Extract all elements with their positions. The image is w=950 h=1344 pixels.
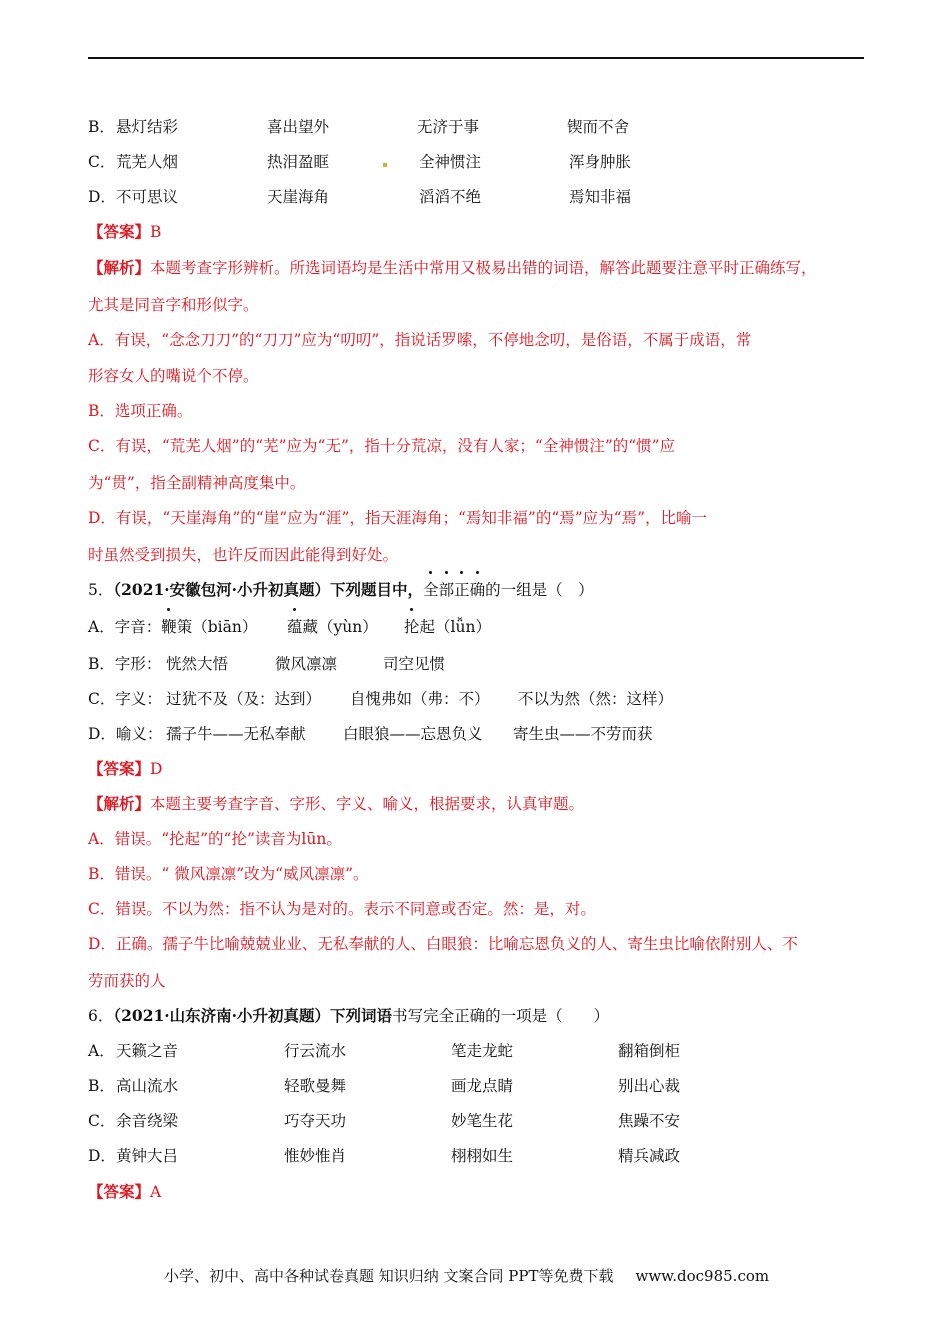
q5-option-c: C．字义： 过犹不及（及：达到） 自愧弗如（弗：不） 不以为然（然：这样） (88, 690, 674, 708)
q5-explain-a: A．错误。“抡起”的“抡”读音为lūn。 (88, 830, 342, 848)
emphasis-dotted: 全部正确 (423, 580, 485, 600)
stray-mark (383, 163, 387, 167)
header-rule (88, 57, 864, 59)
q6-option-c: C． 余音绕梁 巧夺天功 妙笔生花 焦躁不安 (88, 1112, 681, 1130)
footer-text: 小学、初中、高中各种试卷真题 知识归纳 文案合同 PPT等免费下载 (164, 1267, 614, 1285)
q4-analysis-line2: 尤其是同音字和形似字。 (88, 296, 259, 314)
q4-analysis-c2: 为“贯”，指全副精神高度集中。 (88, 474, 306, 492)
q5-stem: 5．（2021·安徽包河·小升初真题）下列题目中，全部正确 的一组是（ ） (88, 580, 594, 600)
q6-option-d: D． 黄钟大吕 惟妙惟肖 栩栩如生 精兵减政 (88, 1147, 681, 1165)
q5-explain-b: B．错误。“ 微风凛凛”改为“威风凛凛”。 (88, 865, 369, 883)
q4-analysis-b1: B．选项正确。 (88, 402, 193, 420)
q4-option-d: D． 不可思议 天崖海角 滔滔不绝 焉知非福 (88, 188, 632, 206)
q6-option-a: A． 天籁之音 行云流水 笔走龙蛇 翻箱倒柜 (88, 1042, 681, 1060)
q4-option-b: B． 悬灯结彩 喜出望外 无济于事 锲而不舍 (88, 118, 630, 136)
q4-option-c: C． 荒芜人烟 热泪盈眶 全神惯注 浑身肿胀 (88, 153, 632, 171)
q6-answer: 【答案】A (88, 1182, 162, 1201)
q4-analysis-d1: D．有误，“天崖海角”的“崖”应为“涯”，指天涯海角；“焉知非福”的“焉”应为“焉”，比喻一 (88, 509, 708, 527)
footer (164, 1266, 769, 1286)
q5-explain-d1: D．正确。孺子牛比喻兢兢业业、无私奉献的人、白眼狼：比喻忘恩负义的人、寄生虫比喻依附别人、不 (88, 935, 798, 953)
q4-analysis-a1: A．有误，“念念刀刀”的“刀刀”应为“叨叨”，指说话罗嗦，不停地念叨，是俗语，不属于成语，常 (88, 331, 752, 349)
footer-site-link[interactable]: www.doc985.com (635, 1267, 770, 1285)
q5-option-d: D．喻义： 孺子牛——无私奉献 白眼狼——忘恩负义 寄生虫——不劳而获 (88, 725, 653, 743)
q5-option-b: B．字形： 恍然大悟 微风凛凛 司空见惯 (88, 655, 446, 673)
q4-analysis-c1: C．有误，“荒芜人烟”的“芜”应为“无”，指十分荒凉，没有人家；“全神惯注”的“惯”应 (88, 437, 676, 455)
q6-option-b: B． 高山流水 轻歌曼舞 画龙点睛 别出心裁 (88, 1077, 681, 1095)
q5-answer: 【答案】D (88, 759, 163, 778)
q4-analysis-d2: 时虽然受到损失，也许反而因此能得到好处。 (88, 546, 399, 564)
q4-answer: 【答案】B (88, 222, 162, 241)
q5-option-a: A．字音：鞭 策（biān） 蕴 藏（yùn） 抡 起（lǚn） (88, 617, 257, 637)
q5-analysis: 【解析】本题主要考查字音、字形、字义、喻义，根据要求，认真审题。 (88, 794, 585, 813)
q4-analysis-a2: 形容女人的嘴说个不停。 (88, 367, 259, 385)
q6-stem: 6．（2021·山东济南·小升初真题）下列词语书写完全正确的一项是（ ） (88, 1006, 610, 1025)
q4-analysis-line1: 【解析】本题考查字形辨析。所选词语均是生活中常用又极易出错的词语，解答此题要注意平时正确练写， (88, 258, 817, 277)
q5-explain-d2: 劳而获的人 (88, 972, 166, 990)
q5-explain-c: C．错误。不以为然：指不认为是对的。表示不同意或否定。然：是，对。 (88, 900, 596, 918)
